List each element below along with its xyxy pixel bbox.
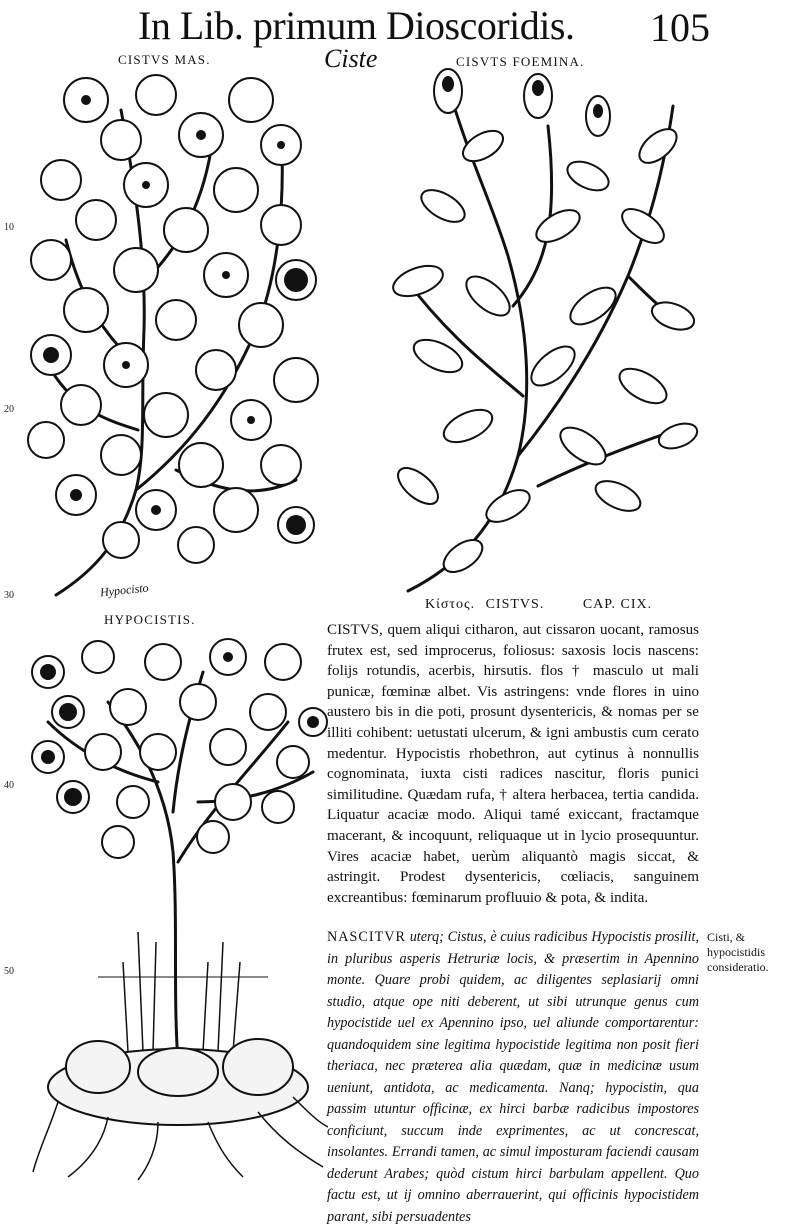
- sketch-annotation: Hypocisto: [99, 580, 150, 600]
- line-number: 30: [4, 590, 14, 601]
- line-number: 20: [4, 404, 14, 415]
- hypocistis-caption: HYPOCISTIS.: [104, 612, 196, 627]
- chapter-heading-latin: CISTVS.: [485, 597, 545, 612]
- cistus-foemina-caption: CISVTS FOEMINA.: [456, 54, 585, 69]
- commentary-block: [327, 927, 699, 1228]
- body-paragraph: CISTVS, quem aliqui citharon, aut cissaron uocant, ramosus frutex est, sed improcerus, foliosus: saxosis locis nascens: folijs rotundis, acerbis, hirsutis. flos † masculo ut mali punicæ, fœminæ albet. Vis astringens: vnde flores in uino austero bis in die poti, prosunt dysentericis, & nomas per se illiti cohibent: uetustati ulcerum, & igni ambustis cum cerato medentur. Hypocistis rhobethron, aut cytinus à nonnullis cognominata, iuxta cisti radices nascitur, floris punici similitudine. Quædam rufa, † altera herbacea, tertia candida. Liquatur acaciæ modo. Aliqui tamé exiccant, fractamque macerant, & incoquunt, reliquaque ut in lycio prosequuntur. Vires acaciæ habet, uerùm aliquantò magis siccat, & astringit. Prodest dysentericis, cœliacis, sanguinem excreantibus: fœminarum profluuio & pota, & indita.: [327, 622, 699, 906]
- chapter-heading-greek: Κίστος.: [425, 597, 476, 612]
- running-header-title: In Lib. primum Dioscoridis.: [138, 3, 575, 48]
- handwritten-annotation: Ciste: [324, 44, 378, 73]
- commentary-text: uterq; Cistus, è cuius radicibus Hypocistis prosilit, in pluribus asperis Hetruriæ locis, & præsertim in Apennino monte. Quare probi quidem, ac diligentes seplasiarij omni studio, atque ope niti deberent, ut sibi utrunque genus cum hypocistide uel ex Apennino ipso, uel aliunde comportarentur: quandoquidem sine legitima hypocistide legitima non posit fieri theriaca, nec præterea alia quædam, quæ in medicinæ usum ueniunt, antidota, ac medicamenta. Nanq; hypocistin, qua passim utuntur officinæ, ex hirci barbæ radicibus impostores conficiunt, succum inde exprimentes, ac ut concrescat, insolantes. Errandi tamen, ac simul imposturam faciendi causam dederunt Arabes; quòd cistum hirci barbulam appellent. Quo factu est, ut ij omnino aberrauerint, qui officinis hypocistidem parant, sibi persuadentes: [327, 929, 699, 1225]
- cistus-mas-caption: CISTVS MAS.: [118, 52, 211, 67]
- page-number: 105: [650, 5, 710, 50]
- line-number: 50: [4, 966, 14, 977]
- margin-note: Cisti, & hypocistidis consideratio.: [707, 930, 769, 974]
- chapter-body: [327, 620, 699, 908]
- hypocistis-woodcut: [28, 632, 328, 1182]
- commentary-lead: NASCITVR: [327, 929, 406, 945]
- line-number: 40: [4, 780, 14, 791]
- chapter-heading: [425, 597, 652, 613]
- cistus-mas-woodcut: [26, 70, 326, 600]
- chapter-number: CAP. CIX.: [582, 597, 653, 612]
- cistus-foemina-woodcut: [388, 66, 700, 601]
- line-number: 10: [4, 222, 14, 233]
